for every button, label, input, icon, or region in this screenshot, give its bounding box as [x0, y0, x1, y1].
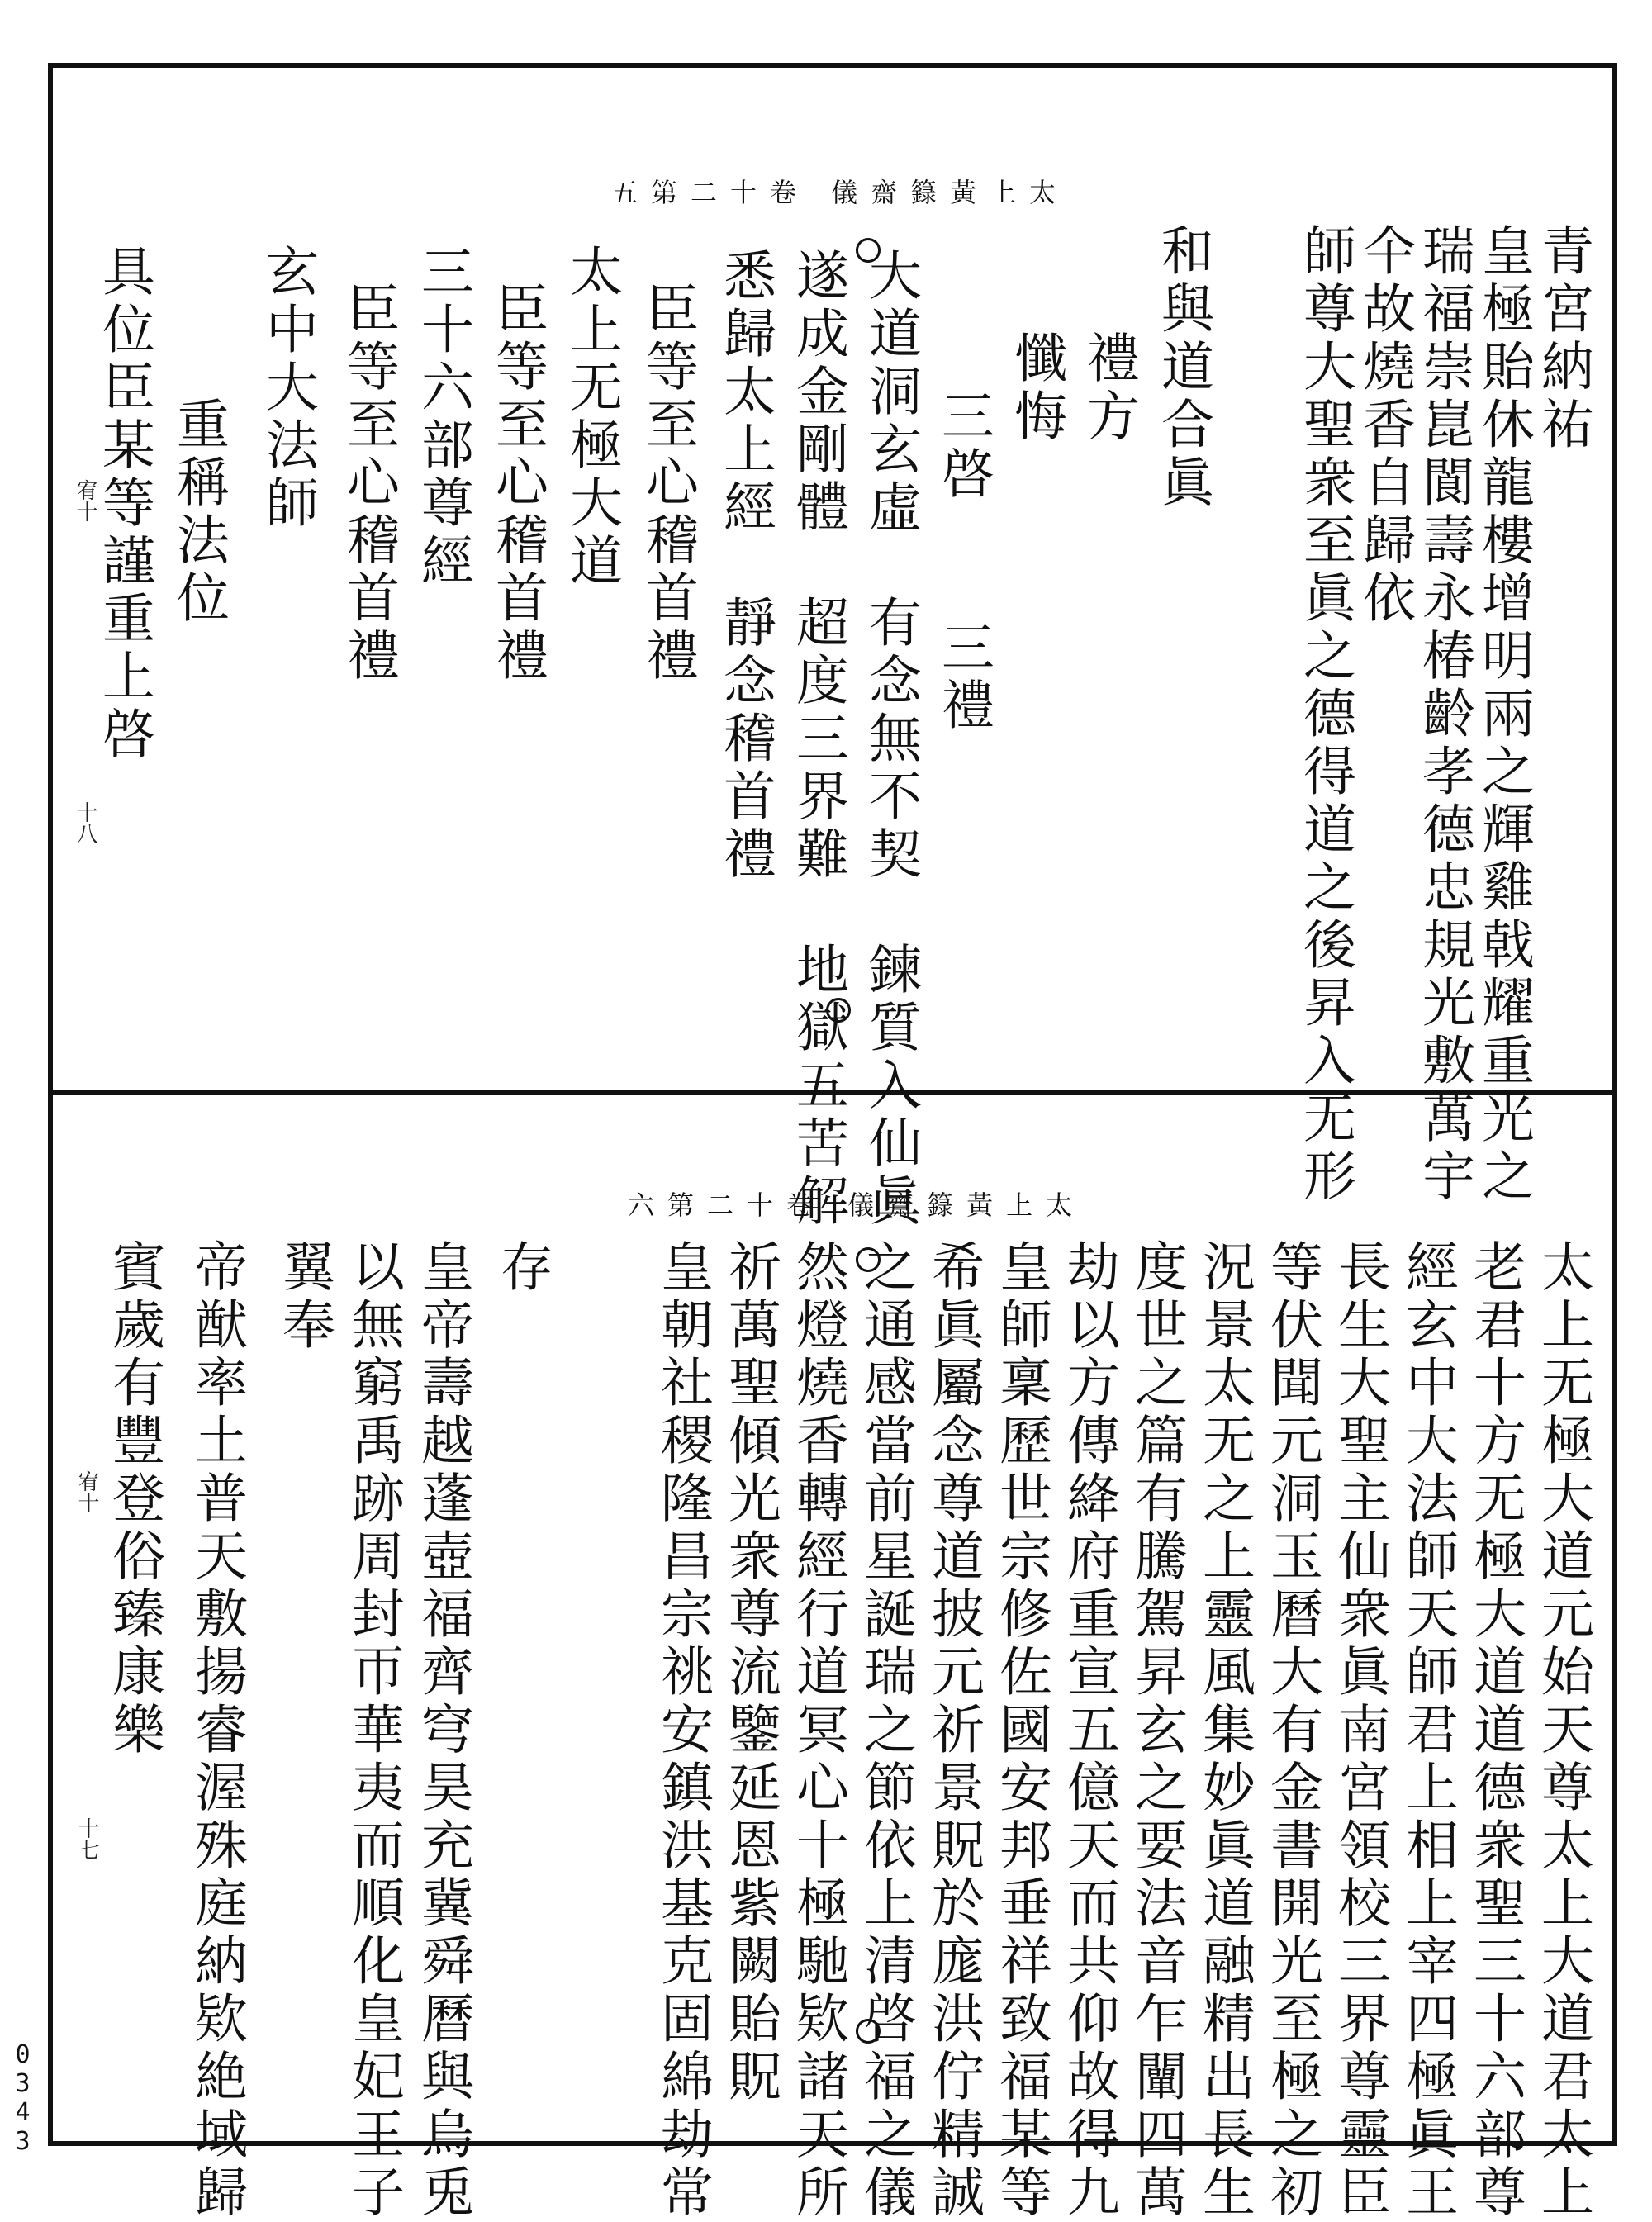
top-col-8: 懺悔: [1005, 330, 1066, 446]
top-side-mark-folio: 十八: [73, 801, 97, 844]
bottom-col-17: 以無窮禹跡周封帀華夷而順化皇妃王子: [343, 1239, 404, 2222]
top-col-16: 三十六部尊經: [412, 244, 473, 591]
top-col-6: 和與道合眞: [1152, 223, 1213, 512]
bottom-side-mark-folio: 十七: [74, 1817, 99, 1860]
top-col-19: 重稱法位: [168, 396, 229, 628]
bottom-col-9: 皇師稟歷世宗修佐國安邦垂祥致福某等: [990, 1239, 1051, 2222]
bottom-header: 太上黃籙齋儀 卷十二第六: [628, 1189, 1086, 1221]
bottom-col-6: 況景太无之上靈風集妙眞道融精出長生: [1194, 1239, 1255, 2222]
circle-mark: [856, 2019, 881, 2044]
circle-mark: [856, 1247, 881, 1272]
bottom-col-4: 長生大聖主仙衆眞南宮領校三界尊靈臣: [1329, 1239, 1390, 2222]
top-col-17: 臣等至心稽首禮: [338, 281, 399, 686]
bottom-col-3: 經玄中大法師天師君上相上宰四極眞王: [1397, 1239, 1458, 2222]
bottom-col-13: 祈萬聖傾光衆尊流鑒延恩紫闕貽貺: [719, 1239, 781, 2106]
top-col-18: 玄中大法師: [257, 244, 318, 533]
bottom-side-mark-case: 宥十: [74, 1470, 99, 1513]
bottom-col-5: 等伏聞元洞玉曆大有金書開光至極之初: [1261, 1239, 1322, 2222]
bottom-col-14: 皇朝社稷隆昌宗祧安鎮洪基克固綿劫常: [652, 1239, 713, 2222]
bottom-col-10: 希眞屬念尊道披元祈景貺於庬洪佇精誠: [923, 1239, 984, 2222]
top-header: 太上黃籙齋儀 卷十二第五: [611, 177, 1070, 208]
top-col-12: 悉歸太上經 靜念稽首禮: [714, 248, 776, 884]
bottom-col-7: 度世之篇有騰駕昇玄之要法音乍闡四萬: [1126, 1239, 1187, 2222]
circle-mark: [826, 998, 851, 1023]
top-col-2: 皇極貽休龍樓增明兩之輝雞戟耀重光之: [1473, 223, 1534, 1206]
bottom-col-11: 之通感當前星誕瑞之節依上清啓福之儀: [855, 1239, 916, 2222]
bottom-col-12: 然燈燒香轉經行道冥心十極馳欵諸天所: [787, 1239, 848, 2222]
bottom-col-1: 太上无極大道元始天尊太上大道君太上: [1532, 1239, 1593, 2222]
bottom-col-16: 皇帝壽越蓬壺福齊穹昊充冀舜曆與烏兎: [412, 1239, 473, 2222]
top-col-5: 師尊大聖衆至眞之德得道之後昇入无形: [1294, 223, 1355, 1206]
top-col-7: 禮方: [1078, 330, 1139, 446]
bottom-col-15: 存: [491, 1239, 553, 1297]
bottom-col-18: 翼奉: [273, 1239, 335, 1355]
page-number: 0343: [8, 2040, 37, 2156]
top-col-9: 三啓 三禮: [933, 388, 994, 735]
bottom-col-2: 老君十方无極大道道德衆聖三十六部尊: [1464, 1239, 1526, 2222]
bottom-col-8: 劫以方傳絳府重宣五億天而共仰故得九: [1058, 1239, 1119, 2222]
top-col-1: 青宮納祐: [1532, 223, 1593, 454]
top-col-14: 太上无極大道: [561, 244, 622, 591]
top-col-15: 臣等至心稽首禮: [487, 281, 548, 686]
bottom-col-19: 帝猷率土普天敷揚睿渥殊庭納欵絶域歸: [186, 1239, 247, 2222]
top-col-11: 遂成金剛體 超度三界難 地獄五苦解: [787, 248, 848, 1231]
bottom-col-20: 賓歲有豐登俗臻康樂: [103, 1239, 164, 1759]
circle-mark: [856, 238, 881, 263]
top-col-13: 臣等至心稽首禮: [637, 281, 698, 686]
top-col-4: 仐故燒香自歸依: [1354, 223, 1415, 628]
top-side-mark-case: 宥十: [73, 479, 97, 522]
top-col-20: 具位臣某等謹重上啓: [93, 244, 154, 764]
top-col-10: 大道洞玄虛 有念無不契 鍊質入仙眞: [860, 248, 921, 1231]
top-col-3: 瑞福崇崑閬壽永椿齡孝德忠規光敷萬宇: [1413, 223, 1474, 1206]
